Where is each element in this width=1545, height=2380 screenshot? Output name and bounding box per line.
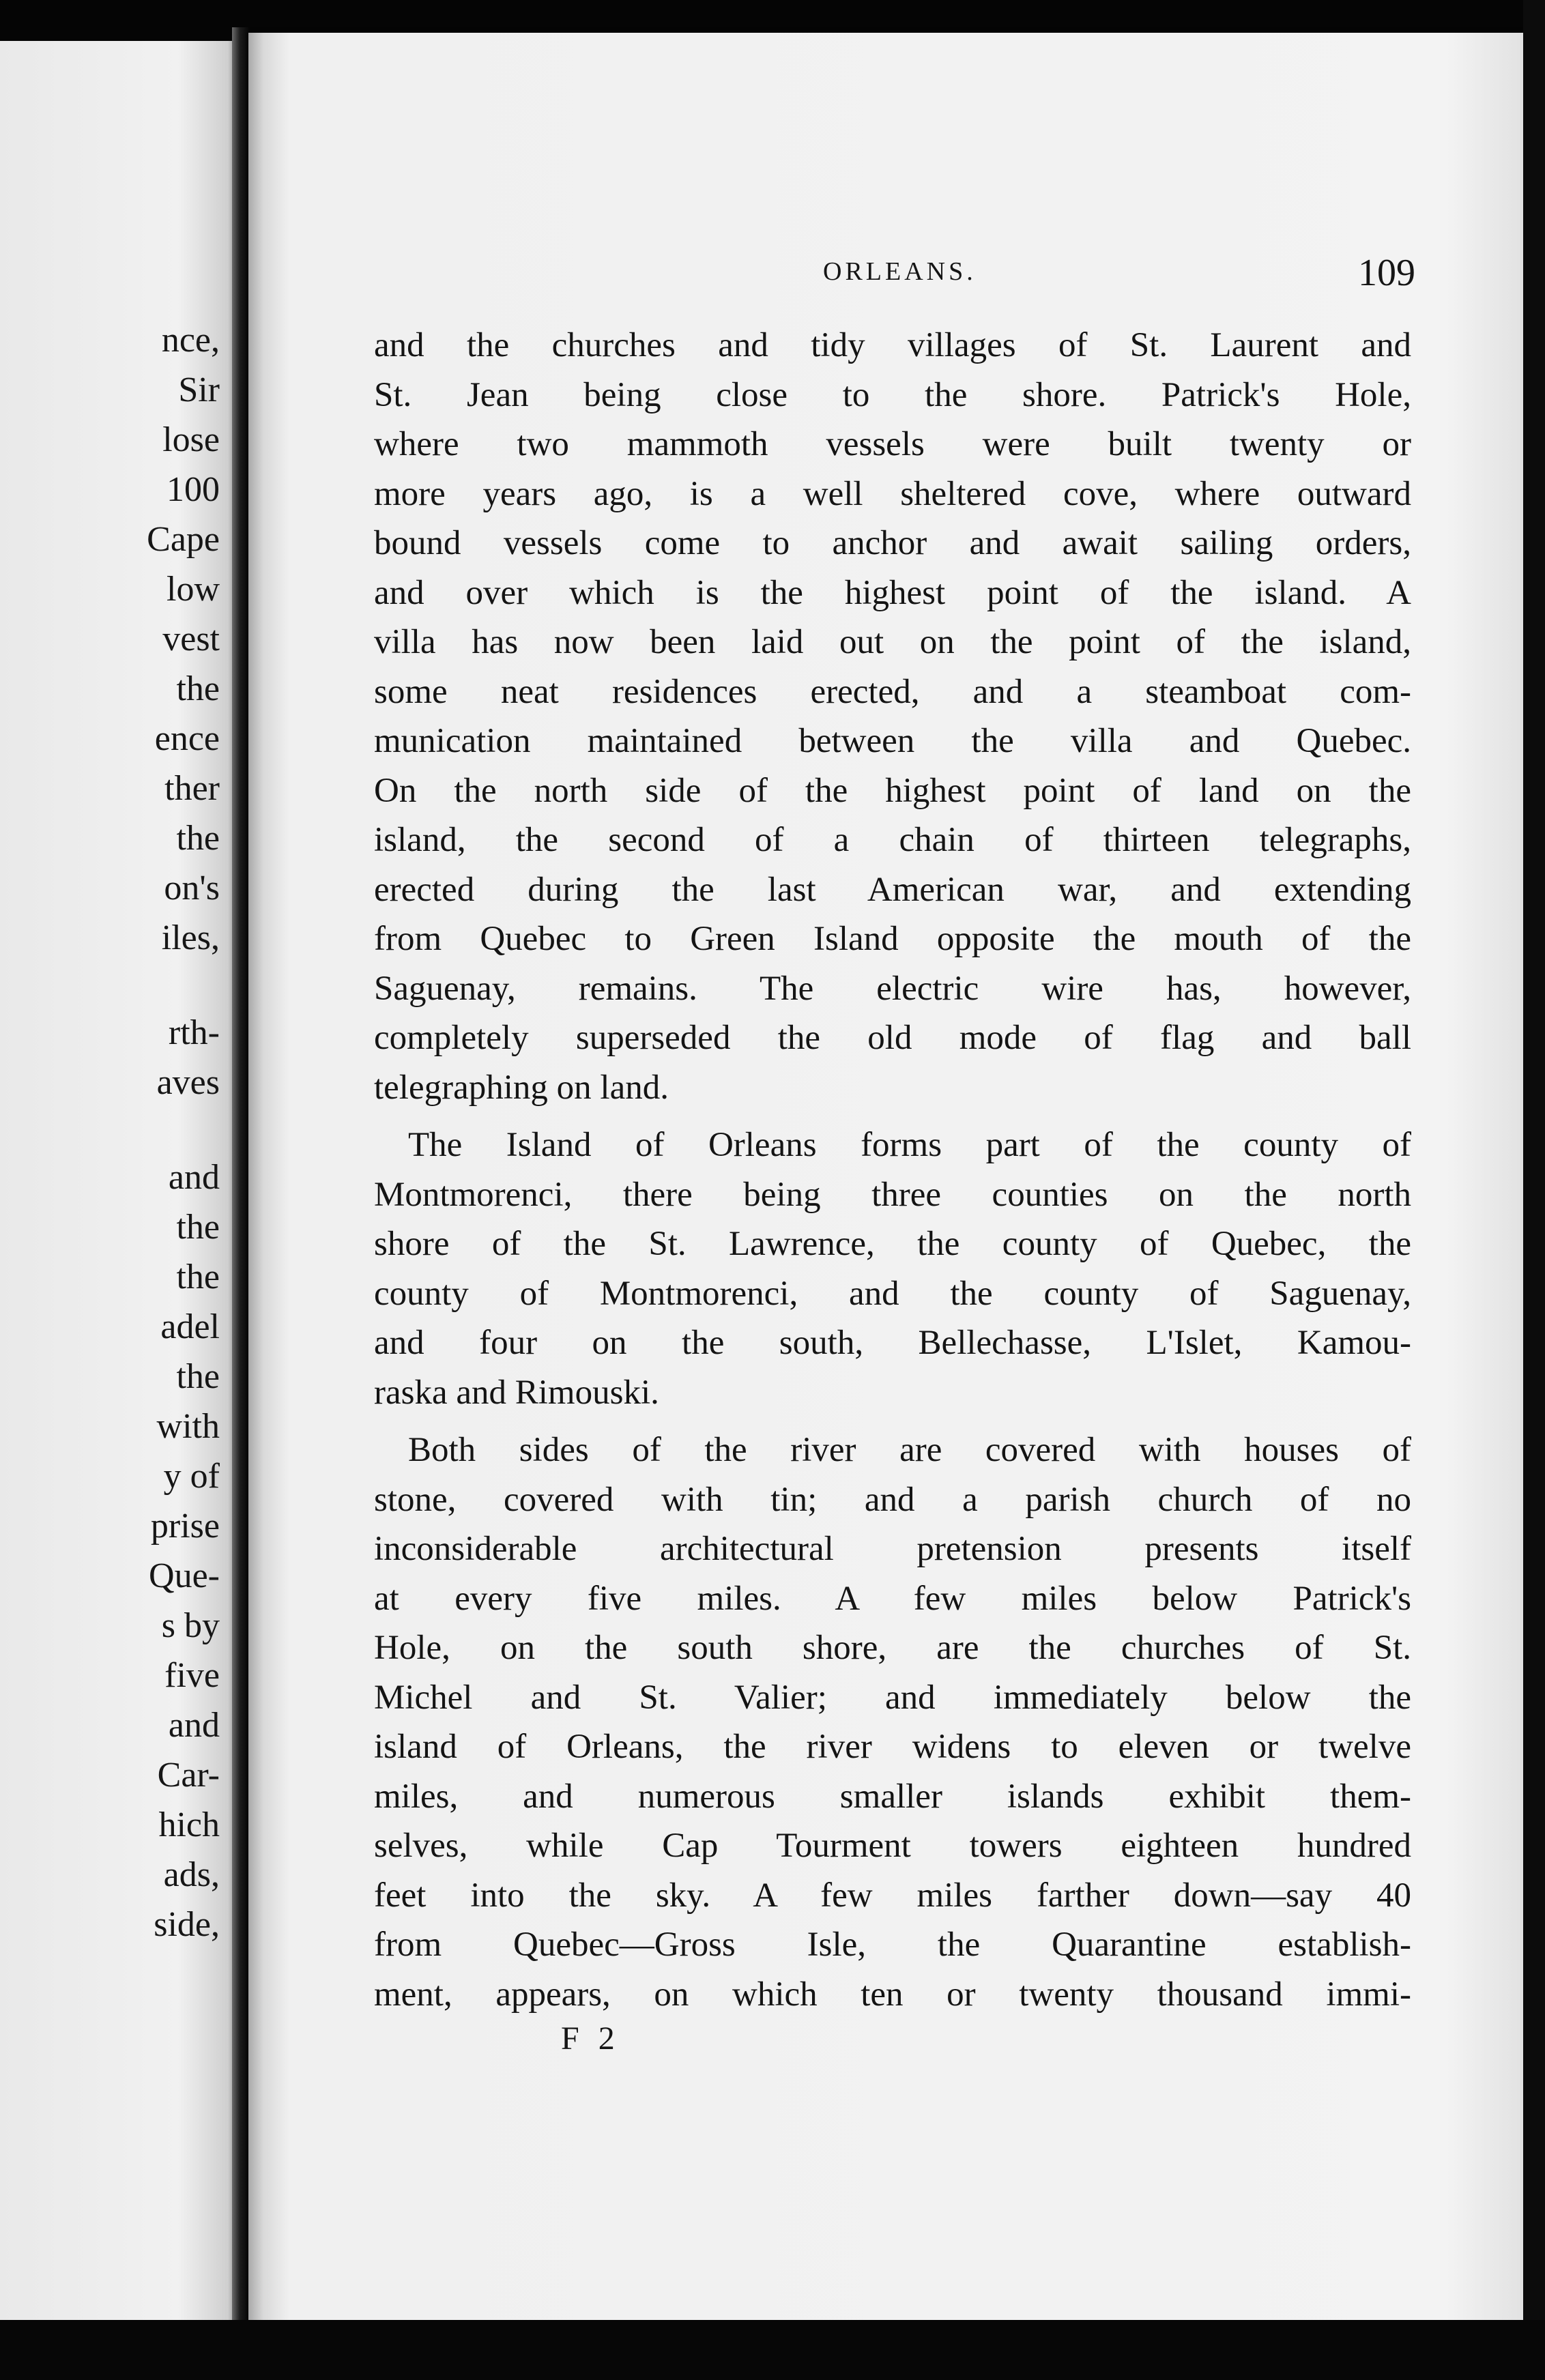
paragraph: [374, 321, 1411, 1112]
scan-bottom-border: [0, 2320, 1545, 2380]
left-page-fragments: [0, 315, 220, 1949]
left-fragment: the: [176, 669, 220, 708]
text-line: Michel and St. Valier; and immediately below the: [374, 1678, 1411, 1717]
left-fragment: aves: [156, 1063, 220, 1102]
left-fragment: prise: [150, 1507, 220, 1545]
text-line: some neat residences erected, and a steamboat com-: [374, 672, 1411, 711]
text-line: munication maintained between the villa and Quebec.: [374, 722, 1411, 760]
left-fragment: with: [156, 1407, 220, 1446]
left-fragment: the: [176, 1208, 220, 1247]
text-line: telegraphing on land.: [374, 1068, 669, 1107]
body-text: [374, 321, 1411, 2019]
text-line: where two mammoth vessels were built twenty or: [374, 425, 1411, 463]
text-line: Hole, on the south shore, are the churches of St.: [374, 1629, 1411, 1667]
left-fragment: low: [167, 570, 220, 609]
fragment-gap: [0, 963, 220, 1008]
text-line: from Quebec—Gross Isle, the Quarantine establish-: [374, 1926, 1411, 1964]
text-line: ment, appears, on which ten or twenty thousand immi-: [374, 1975, 1411, 2014]
fragment-gap: [0, 1107, 220, 1152]
left-fragment: ence: [154, 719, 220, 758]
left-fragment: vest: [162, 620, 220, 658]
text-line: The Island of Orleans forms part of the county of: [408, 1126, 1411, 1164]
left-fragment: and: [168, 1158, 220, 1197]
left-fragment: adel: [160, 1307, 220, 1346]
left-fragment: the: [176, 819, 220, 858]
text-line: and over which is the highest point of the island. A: [374, 573, 1411, 612]
text-line: island of Orleans, the river widens to eleven or twelve: [374, 1728, 1411, 1766]
text-line: inconsiderable architectural pretension presents itself: [374, 1530, 1411, 1568]
left-fragment: s by: [161, 1606, 220, 1645]
left-fragment: and: [168, 1706, 220, 1745]
text-line: erected during the last American war, and extending: [374, 870, 1411, 909]
left-fragment: hich: [158, 1805, 220, 1844]
left-fragment: side,: [154, 1905, 220, 1944]
text-line: bound vessels come to anchor and await sailing orders,: [374, 524, 1411, 562]
text-line: and the churches and tidy villages of St. Laurent and: [374, 326, 1411, 364]
left-fragment: the: [176, 1357, 220, 1396]
text-line: and four on the south, Bellechasse, L'Islet, Kamou-: [374, 1324, 1411, 1362]
text-line: Saguenay, remains. The electric wire has, however,: [374, 969, 1411, 1008]
text-line: raska and Rimouski.: [374, 1373, 659, 1412]
left-fragment: nce,: [161, 321, 220, 360]
page-header: [373, 251, 1415, 299]
paragraph: [374, 1425, 1411, 2019]
text-line: island, the second of a chain of thirteen telegraphs,: [374, 821, 1411, 859]
signature-mark: F 2: [561, 2020, 620, 2057]
left-fragment: 100: [167, 470, 220, 509]
paragraph-gap: [374, 1417, 1411, 1425]
left-fragment: ads,: [163, 1855, 220, 1894]
text-line: selves, while Cap Tourment towers eighteen hundred: [374, 1827, 1411, 1865]
text-line: shore of the St. Lawrence, the county of Quebec, the: [374, 1225, 1411, 1263]
left-fragment: iles,: [161, 918, 220, 957]
left-fragment: y of: [163, 1457, 220, 1496]
left-fragment: lose: [162, 420, 220, 459]
left-fragment: Cape: [147, 520, 220, 559]
running-head: ORLEANS.: [823, 257, 977, 286]
text-line: at every five miles. A few miles below Patrick's: [374, 1579, 1411, 1618]
paragraph: [374, 1120, 1411, 1417]
left-fragment: Sir: [178, 371, 220, 409]
text-line: St. Jean being close to the shore. Patrick's Hole,: [374, 375, 1411, 414]
text-line: feet into the sky. A few miles farther down—say 40: [374, 1876, 1411, 1915]
text-line: from Quebec to Green Island opposite the mouth of the: [374, 920, 1411, 958]
text-line: county of Montmorenci, and the county of Saguenay,: [374, 1274, 1411, 1313]
text-line: stone, covered with tin; and a parish church of no: [374, 1480, 1411, 1519]
scan-right-border: [1523, 0, 1545, 2380]
left-fragment: Que-: [149, 1556, 220, 1595]
page-number: 109: [1358, 252, 1415, 294]
left-fragment: on's: [164, 869, 220, 908]
text-line: completely superseded the old mode of flag and ball: [374, 1019, 1411, 1057]
paragraph-gap: [374, 1112, 1411, 1120]
left-fragment: ther: [164, 769, 220, 808]
text-line: On the north side of the highest point of land on the: [374, 771, 1411, 810]
text-line: Both sides of the river are covered with houses of: [408, 1431, 1411, 1469]
left-fragment: five: [164, 1656, 220, 1695]
text-line: more years ago, is a well sheltered cove, where outward: [374, 474, 1411, 513]
text-line: Montmorenci, there being three counties on the north: [374, 1175, 1411, 1214]
left-fragment: Car-: [157, 1756, 220, 1795]
left-fragment: rth-: [168, 1013, 220, 1052]
text-line: miles, and numerous smaller islands exhibit them-: [374, 1777, 1411, 1816]
left-fragment: the: [176, 1258, 220, 1296]
text-line: villa has now been laid out on the point of the island,: [374, 623, 1411, 661]
book-gutter: [232, 27, 250, 2347]
